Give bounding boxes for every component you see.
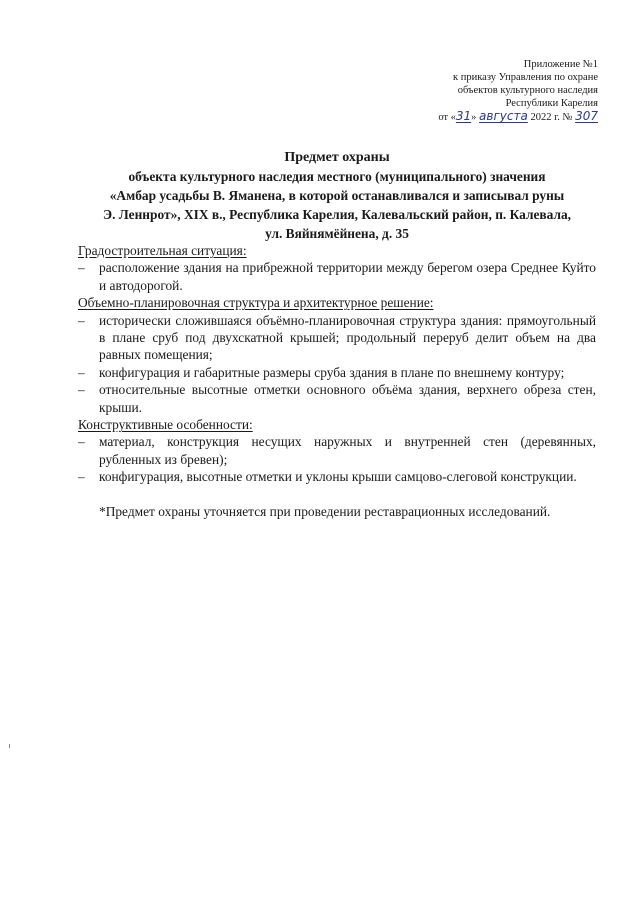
date-prefix: от « [438, 112, 456, 123]
title-line-1: Предмет охраны [284, 150, 390, 165]
date-mid: » [471, 112, 477, 123]
appendix-line-1: Приложение №1 [523, 59, 598, 70]
list-item [78, 433, 596, 468]
item-list [78, 259, 596, 294]
dash-marker: – [78, 260, 85, 276]
dash-marker: – [78, 382, 85, 398]
appendix-line-3: объектов культурного наследия [457, 85, 598, 96]
title-line-2: объекта культурного наследия местного (муниципального) значения [128, 169, 546, 184]
date-year: 2022 г. № [530, 112, 573, 123]
item-list [78, 433, 596, 485]
list-item-text: конфигурация и габаритные размеры сруба здания в плане по внешнему контуру; [99, 364, 565, 380]
document-body [78, 242, 596, 520]
list-item [78, 259, 596, 294]
document-title [78, 148, 596, 243]
footnote: *Предмет охраны уточняется при проведении реставрационных исследований. [99, 503, 551, 519]
dash-marker: – [78, 364, 85, 380]
handwritten-day: 31 [455, 109, 472, 123]
list-item [78, 468, 596, 485]
section-urban-planning [78, 242, 596, 294]
appendix-line-2: к приказу Управления по охране [453, 72, 598, 83]
list-item [78, 381, 596, 416]
scan-mark [9, 744, 10, 748]
section-construction [78, 416, 596, 486]
list-item-text: исторически сложившаяся объёмно-планировочная структура здания: прямоугольный в плане сруб под двухскатной крышей; продольный переруб делит объем на два равных помещения; [99, 312, 596, 363]
dash-marker: – [78, 434, 85, 450]
list-item [78, 312, 596, 364]
section-spatial-structure [78, 294, 596, 416]
title-line-5: ул. Вяйнямёйнена, д. 35 [265, 226, 409, 241]
section-heading: Градостроительная ситуация: [78, 243, 247, 258]
list-item [78, 364, 596, 381]
title-line-3: «Амбар усадьбы В. Яманена, в которой останавливался и записывал руны [109, 188, 565, 203]
appendix-date-line [438, 110, 598, 124]
title-line-4: Э. Леннрот», XIX в., Республика Карелия, Калевальский район, п. Калевала, [102, 207, 572, 222]
dash-marker: – [78, 312, 85, 328]
handwritten-month: августа [479, 109, 528, 123]
section-heading: Объемно-планировочная структура и архитектурное решение: [78, 295, 434, 311]
dash-marker: – [78, 469, 85, 485]
appendix-header [438, 58, 598, 124]
list-item-text: конфигурация, высотные отметки и уклоны крыши самцово-слеговой конструкции. [99, 469, 577, 485]
item-list [78, 312, 596, 416]
appendix-line-4: Республики Карелия [505, 98, 598, 109]
list-item-text: расположение здания на прибрежной территории между берегом озера Среднее Куйто и автодорогой. [99, 260, 596, 293]
list-item-text: материал, конструкция несущих наружных и внутренней стен (деревянных, рубленных из бревен); [99, 434, 596, 467]
list-item-text: относительные высотные отметки основного объёма здания, верхнего обреза стен, крыши. [99, 382, 596, 415]
handwritten-order-number: 307 [575, 109, 598, 123]
section-heading: Конструктивные особенности: [78, 417, 253, 433]
